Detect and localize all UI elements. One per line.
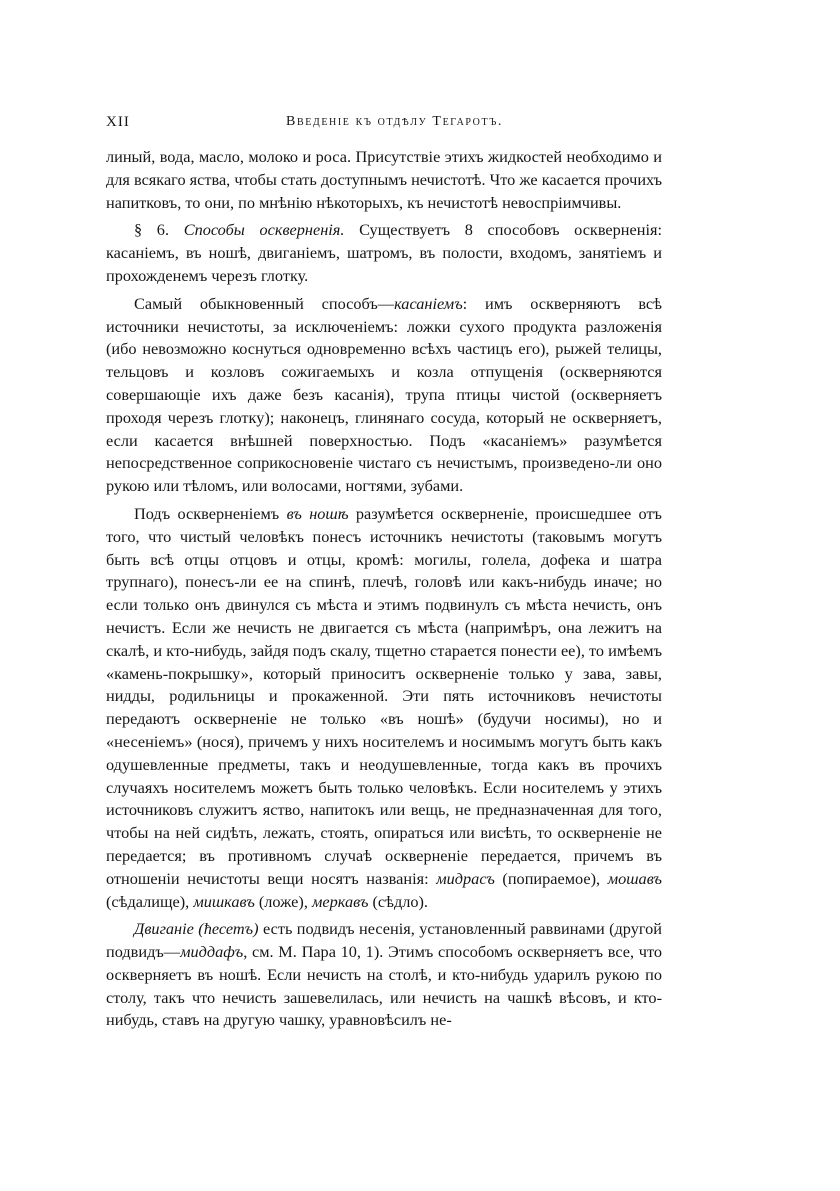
italic-term: мишкавъ <box>193 891 255 911</box>
paragraph-carrying <box>106 503 662 913</box>
text-run: (сѣдло). <box>368 891 429 911</box>
paragraph-touching <box>106 293 662 498</box>
paragraph-continuation <box>106 146 662 214</box>
body-text <box>106 146 662 1032</box>
text-run: (сѣдалище), <box>106 891 194 911</box>
text-run: Подъ оскверненіемъ <box>134 503 287 523</box>
paragraph-section-6 <box>106 219 662 287</box>
page-header <box>106 114 662 138</box>
italic-term: касаніемъ <box>394 293 463 313</box>
text-run: разумѣется оскверненіе, происшедшее отъ того, что чистый человѣкъ понесъ источникъ нечистоты (таковымъ могутъ быть всѣ отцы отцовъ и отцы, кромѣ: могилы, голела, дофека и шатра трупнаго), понесъ-ли ее на спинѣ, плечѣ, головѣ или какъ-нибудь иначе; но если только онъ двинулся съ мѣста и этимъ подвинулъ съ мѣста нечисть, онъ нечистъ. Если же нечисть не двигается съ мѣста (напримѣръ, она лежитъ на скалѣ, и кто-нибудь, зайдя подъ скалу, тщетно старается понести ее), то имѣемъ «камень-покрышку», который приноситъ оскверненіе только у зава, завы, нидды, родильницы и прокаженной. Эти пять источниковъ нечистоты передаютъ оскверненіе не только «въ ношѣ» (будучи носимы), но и «несеніемъ» (нося), причемъ у нихъ носителемъ и носимымъ могутъ быть какъ одушевленные предметы, такъ и неодушевленные, тогда какъ въ прочихъ случаяхъ носителемъ можетъ быть только человѣкъ. Если носителемъ у этихъ источниковъ служитъ яство, напитокъ или вещь, не предназначенная для того, чтобы на ней сидѣть, лежать, стоять, опираться или висѣть, то оскверненіе не передается; въ противномъ случаѣ оскверненіе передается, причемъ въ отношеніи нечистоты вещи носятъ названія: <box>106 503 662 888</box>
text-run: , см. М. Пара 10, 1). Этимъ способомъ оскверняетъ все, что оскверняетъ въ ношѣ. Если нечисть на столѣ, и кто-нибудь ударилъ рукою по столу, такъ что нечисть зашевелилась, или нечисть на чашкѣ вѣсовъ, и кто-нибудь, ставъ на другую чашку, уравновѣсилъ не- <box>106 942 662 1030</box>
paragraph-moving <box>106 918 662 1032</box>
italic-term: меркавъ <box>311 891 369 911</box>
italic-term: Способы оскверненія. <box>183 220 345 240</box>
page-number: XII <box>106 114 130 130</box>
text-run: Существуетъ 8 способовъ оскверненія: касаніемъ, въ ношѣ, двиганіемъ, шатромъ, въ полости, входомъ, занятіемъ и прохожденемъ черезъ глотку. <box>106 220 662 285</box>
italic-term: миддафъ <box>180 942 244 962</box>
text-run: Самый обыкновенный способъ— <box>134 293 395 313</box>
text-run: : имъ оскверняютъ всѣ источники нечистоты, за исключеніемъ: ложки сухого продукта разложенія (ибо невозможно коснуться одновременно всѣхъ частицъ его), рыжей телицы, тельцовъ и козловъ сожигаемыхъ и козла отпущенія (оскверняются совершающіе ихъ даже безъ касанія), трупа птицы чистой (оскверняетъ проходя черезъ глотку); наконецъ, глинянаго сосуда, который не оскверняетъ, если касается внѣшней поверхностью. Подъ «касаніемъ» разумѣется непосредственное соприкосновеніе чистаго съ нечистымъ, произведено-ли оно рукою или тѣломъ, или волосами, ногтями, зубами. <box>106 293 662 496</box>
running-head: Введеніе къ отдѣлу Тегаротъ. <box>286 114 503 129</box>
italic-term: мошавъ <box>607 868 662 888</box>
text-run: линый, вода, масло, молоко и роса. Присутствіе этихъ жидкостей необходимо и для всякаго яства, чтобы стать доступнымъ нечистотѣ. Что же касается прочихъ напитковъ, то они, по мнѣнію нѣкоторыхъ, къ нечистотѣ невоспріимчивы. <box>106 147 662 212</box>
italic-term: Двиганіе (ћесетъ) <box>134 919 259 939</box>
text-run: § 6. <box>134 220 184 240</box>
italic-term: въ ношѣ <box>286 503 349 523</box>
text-run: (ложе), <box>254 891 312 911</box>
text-run: (попираемое), <box>494 868 608 888</box>
italic-term: мидрасъ <box>436 868 495 888</box>
text-run: есть подвидъ несенія, установленный раввинами (другой подвидъ— <box>106 919 663 962</box>
